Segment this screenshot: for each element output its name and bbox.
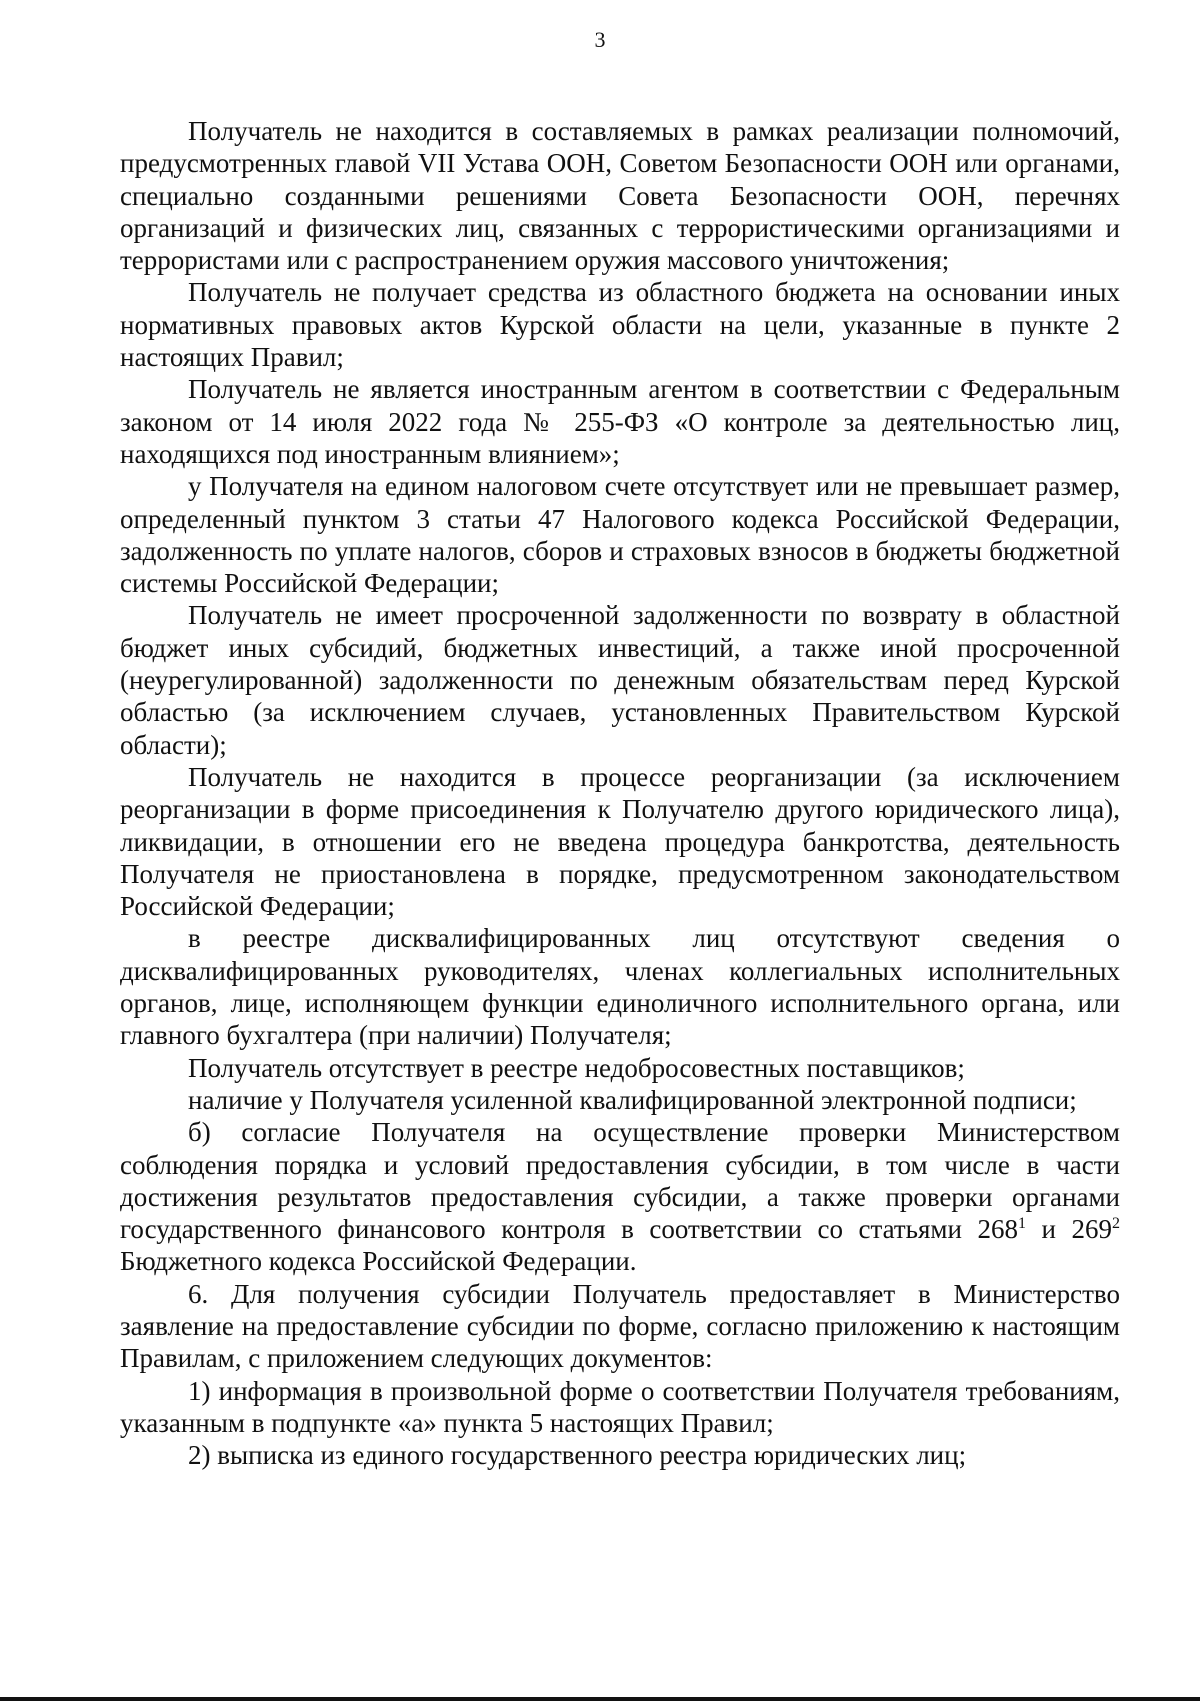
- paragraph-consent-inspection: [120, 1116, 1120, 1277]
- paragraph-item-6-2: 2) выписка из единого государственного реестра юридических лиц;: [188, 1440, 967, 1471]
- article-269-superscript: 2: [1112, 1215, 1120, 1233]
- paragraph-item-6-1: 1) информация в произвольной форме о соответствии Получателя требованиям, указанным в подпункте «а» пункта 5 настоящих Правил;: [120, 1375, 1120, 1438]
- article-268: 268: [977, 1214, 1018, 1245]
- article-269: 269: [1071, 1214, 1112, 1245]
- paragraph-overdue-debt: Получатель не имеет просроченной задолженности по возврату в областной бюджет иных субсидий, бюджетных инвестиций, а также иной просроченной (неурегулированной) задолженности по денежным обязательствам перед Курской областью (за исключением случаев, установленных Правительством Курской области);: [120, 600, 1120, 760]
- paragraph-tax-account: у Получателя на едином налоговом счете отсутствует или не превышает размер, определенный пунктом 3 статьи 47 Налогового кодекса Российской Федерации, задолженность по уплате налогов, сборов и страховых взносов в бюджеты бюджетной системы Российской Федерации;: [120, 471, 1120, 599]
- paragraph-regional-budget: Получатель не получает средства из областного бюджета на основании иных нормативных правовых актов Курской области на цели, указанные в пункте 2 настоящих Правил;: [120, 277, 1120, 373]
- paragraph-item-6: 6. Для получения субсидии Получатель предоставляет в Министерство заявление на предоставление субсидии по форме, согласно приложению к настоящим Правилам, с приложением следующих документов:: [120, 1278, 1120, 1374]
- consent-tail: Бюджетного кодекса Российской Федерации.: [120, 1246, 637, 1277]
- page-bottom-edge: [0, 1697, 1200, 1701]
- document-body: [120, 115, 1120, 1471]
- paragraph-disqualified-register: в реестре дисквалифицированных лиц отсутствуют сведения о дисквалифицированных руководителях, членах коллегиальных исполнительных органов, лице, исполняющем функции единоличного исполнительного органа, или главного бухгалтера (при наличии) Получателя;: [120, 923, 1120, 1051]
- paragraph-unfair-suppliers: Получатель отсутствует в реестре недобросовестных поставщиков;: [188, 1052, 965, 1083]
- consent-conjunction: и: [1025, 1214, 1072, 1245]
- article-268-superscript: 1: [1017, 1215, 1026, 1233]
- paragraph-un-lists: Получатель не находится в составляемых в рамках реализации полномочий, предусмотренных главой VII Устава ООН, Советом Безопасности ООН или органами, специально созданными решениями Совета Безопасности ООН, перечнях организаций и физических лиц, связанных с террористическими организациями и террористами или с распространением оружия массового уничтожения;: [120, 116, 1120, 276]
- paragraph-electronic-signature: наличие у Получателя усиленной квалифицированной электронной подписи;: [188, 1084, 1077, 1115]
- paragraph-foreign-agent: Получатель не является иностранным агентом в соответствии с Федеральным законом от 14 июля 2022 года № 255-ФЗ «О контроле за деятельностью лиц, находящихся под иностранным влиянием»;: [120, 374, 1120, 469]
- page-number: 3: [594, 27, 606, 52]
- consent-text: б) согласие Получателя на осуществление проверки Министерством соблюдения порядка и условий предоставления субсидии, в том числе в части достижения результатов предоставления субсидии, а также проверки органами государственного финансового контроля в соответствии со статьями: [120, 1117, 1120, 1245]
- paragraph-reorganization: Получатель не находится в процессе реорганизации (за исключением реорганизации в форме присоединения к Получателю другого юридического лица), ликвидации, в отношении его не введена процедура банкротства, деятельность Получателя не приостановлена в порядке, предусмотренном законодательством Российской Федерации;: [120, 761, 1120, 922]
